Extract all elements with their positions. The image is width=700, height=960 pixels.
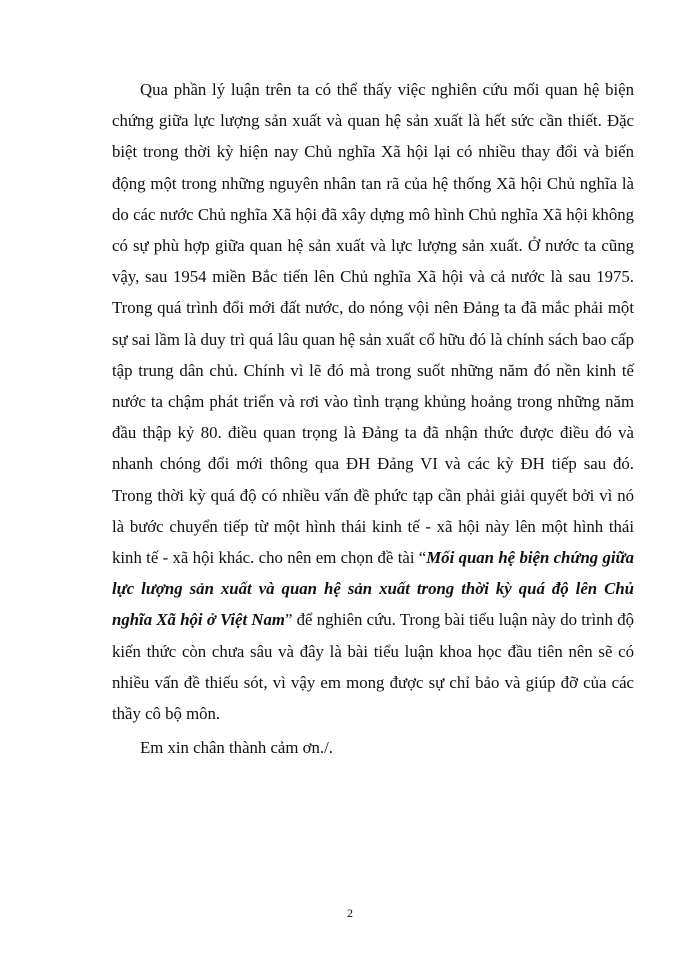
paragraph-text-after-title: ” để nghiên cứu. Trong bài tiểu luận này do trình độ kiến thức còn chưa sâu và đây là bài tiểu luận khoa học đầu tiên nên sẽ có nhiều vấn đề thiếu sót, vì vậy em mong được sự chỉ bảo và giúp đỡ của các thầy cô bộ môn. xyxy=(112,610,634,724)
essay-title-emphasis: Mối quan hệ biện chứng giữa lực lượng sản xuất và quan hệ sản xuất trong thời kỳ quá độ lên Chủ nghĩa Xã hội ở Việt Nam xyxy=(112,548,634,630)
body-paragraph-2: Em xin chân thành cảm ơn./. xyxy=(140,738,333,758)
body-paragraph-1 xyxy=(112,74,634,729)
paragraph-text-before-title: Qua phần lý luận trên ta có thể thấy việc nghiên cứu mối quan hệ biện chứng giữa lực lượng sản xuất và quan hệ sản xuất là hết sức cần thiết. Đặc biệt trong thời kỳ hiện nay Chủ nghĩa Xã hội lại có nhiều thay đổi và biến động một trong những nguyên nhân tan rã của hệ thống Xã hội Chủ nghĩa là do các nước Chủ nghĩa Xã hội đã xây dựng mô hình Chủ nghĩa Xã hội không có sự phù hợp giữa quan hệ sản xuất và lực lượng sản xuất. Ở nước ta cũng vậy, sau 1954 miền Bắc tiến lên Chủ nghĩa Xã hội và cả nước là sau 1975. Trong quá trình đổi mới đất nước, do nóng vội nên Đảng ta đã mắc phải một sự sai lầm là duy trì quá lâu quan hệ sản xuất cổ hữu đó là chính sách bao cấp tập trung dân chủ. Chính vì lẽ đó mà trong suốt những năm đó nền kinh tế nước ta chậm phát triển và rơi vào tình trạng khủng hoảng trong những năm đầu thập kỷ 80. điều quan trọng là Đảng ta đã nhận thức được điều đó và nhanh chóng đổi mới thông qua ĐH Đảng VI và các kỳ ĐH tiếp sau đó. Trong thời kỳ quá độ có nhiều vấn đề phức tạp cần phải giải quyết bởi vì nó là bước chuyển tiếp từ một hình thái kinh tế - xã hội này lên một hình thái kinh tế - xã hội khác. cho nên em chọn đề tài “ xyxy=(112,80,634,568)
page-number: 2 xyxy=(347,906,353,920)
document-body xyxy=(112,74,634,763)
